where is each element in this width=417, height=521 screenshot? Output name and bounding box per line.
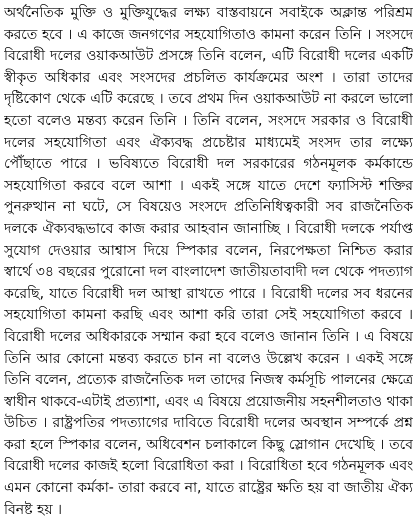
text-line: স্বাধীন থাকবে-এটাই প্রত্যাশা, এবং এ বিষয়ে প্রয়োজনীয় সহনশীলতাও থাকা xyxy=(4,393,413,410)
text-line: দলের সহযোগিতা এবং ঐক্যবদ্ধ প্রচেষ্টার মাধ্যমেই সংসদ তার লক্ষ্যে xyxy=(4,134,413,151)
text-line: বিরোধী দলের অধিকারকে সম্মান করা হবে বলেও জানান তিনি । এ বিষয়ে xyxy=(4,328,413,345)
text-line: স্বার্থে ৩৪ বছরের পুরোনো দল বাংলাদেশ জাতীয়তাবাদী দল থেকে পদত্যাগ xyxy=(4,264,413,281)
text-line: অর্থনৈতিক মুক্তি ও মুক্তিযুদ্ধের লক্ষ্য বাস্তবায়নে সবাইকে অক্লান্ত পরিশ্রম xyxy=(4,5,413,21)
text-line: পুনরুত্থান না ঘটে, সে বিষয়েও সংসদে প্রতিনিধিত্বকারী সব রাজনৈতিক xyxy=(4,199,413,216)
text-line: স্বীকৃত অধিকার এবং সংসদের প্রচলিত কার্যক্রমের অংশ । তারা তাদের xyxy=(4,69,413,86)
text-line: সহযোগিতা করবে বলে আশা । একই সঙ্গে যাতে দেশে ফ্যাসিস্ট শক্তির xyxy=(4,177,413,194)
text-line: দলকে ঐক্যবদ্ধভাবে কাজ করার আহবান জানাচ্ছি । বিরোধী দলকে পর্যাপ্ত xyxy=(4,220,413,237)
article-paragraph xyxy=(4,3,413,521)
text-line: তিনি বলেন, প্রত্যেক রাজনৈতিক দল তাদের নিজস্ব কর্মসূচি পালনের ক্ষেত্রে xyxy=(4,372,413,389)
text-line: পৌঁছাতে পারে । ভবিষ্যতে বিরোধী দল সরকারের গঠনমূলক কর্মকান্ডে xyxy=(4,156,413,173)
text-line: বিরোধী দলের কাজই হলো বিরোধিতা করা । বিরোধিতা হবে গঠনমূলক এবং xyxy=(4,458,413,475)
text-line: বিনষ্ট হয় । xyxy=(4,501,63,518)
text-line: করা হলে স্পিকার বলেন, অধিবেশন চলাকালে কিছু স্লোগান দেখেছি । তবে xyxy=(4,436,413,453)
text-line: হতো বলেও মন্তব্য করেন তিনি । তিনি বলেন, সংসদে সরকার ও বিরোধী xyxy=(4,112,413,129)
text-line: দৃষ্টিকোণ থেকে এটি করেছে । তবে প্রথম দিন ওয়াকআউট না করলে ভালো xyxy=(4,91,413,108)
text-line: করেছি, যাতে বিরোধী দল আস্থা রাখতে পারে । বিরোধী দলের সব ধরনের xyxy=(4,285,413,302)
text-line: করতে হবে । এ কাজে জনগণের সহযোগিতাও কামনা করেন তিনি । সংসদে xyxy=(4,26,413,43)
text-line: সুযোগ দেওয়ার আশ্বাস দিয়ে স্পিকার বলেন, নিরপেক্ষতা নিশ্চিত করার xyxy=(4,242,413,259)
text-line: সহযোগিতা কামনা করছি এবং আশা করি তারা সেই সহযোগিতা করবে । xyxy=(4,307,413,324)
text-line: বিরোধী দলের ওয়াকআউট প্রসঙ্গে তিনি বলেন, এটি বিরোধী দলের একটি xyxy=(4,48,413,65)
text-line: এমন কোনো কর্মকা- তারা করবে না, যাতে রাষ্ট্রের ক্ষতি হয় বা জাতীয় ঐক্য xyxy=(4,480,413,497)
text-line: তিনি আর কোনো মন্তব্য করতে চান না বলেও উল্লেখ করেন । একই সঙ্গে xyxy=(4,350,413,367)
text-line: উচিত । রাষ্ট্রপতির পদত্যাগের দাবিতে বিরোধী দলের অবস্থান সম্পর্কে প্রশ্ন xyxy=(4,415,413,432)
